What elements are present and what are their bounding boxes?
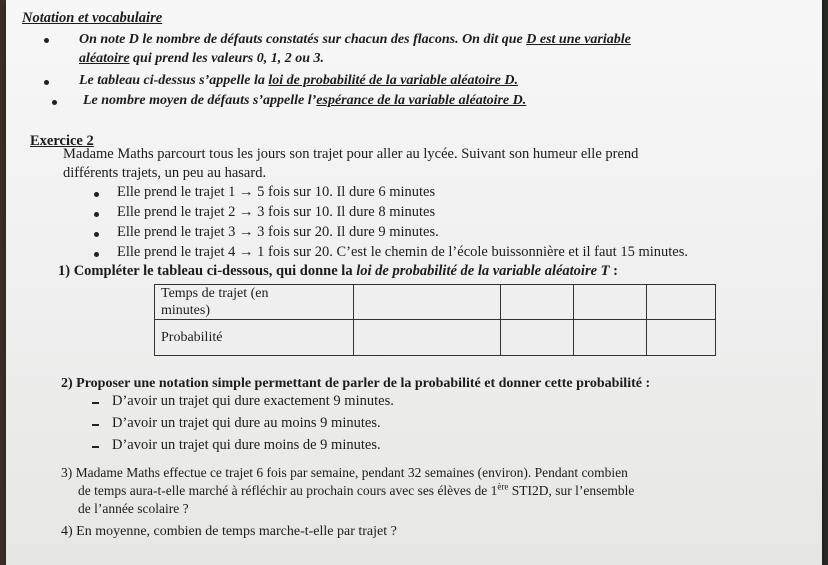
notation-text: qui prend les valeurs 0, 1, 2 ou 3. <box>129 51 325 66</box>
question-1-emphasis: loi de probabilité de la variable aléatoire T <box>356 263 610 279</box>
question-3-line-3: de l’année scolaire ? <box>78 501 189 516</box>
question-2-item: D’avoir un trajet qui dure exactement 9 minutes. <box>112 393 394 409</box>
question-2: 2) Proposer une notation simple permettant de parler de la probabilité et donner cette probabilité : <box>61 376 651 391</box>
question-3-text: de temps aura-t-elle marché à réfléchir au prochain cours avec ses élèves de 1 <box>78 483 498 498</box>
question-4: 4) En moyenne, combien de temps marche-t-elle par trajet ? <box>61 524 397 539</box>
notation-bullet-3 <box>83 92 526 109</box>
table-header-time <box>155 285 354 320</box>
bullet-icon <box>44 80 49 85</box>
notation-bullet-1-line-2 <box>79 50 324 67</box>
bullet-icon <box>44 38 49 43</box>
dash-icon <box>92 402 99 404</box>
table-row <box>155 320 716 356</box>
question-3-line-1: 3) Madame Maths effectue ce trajet 6 fois par semaine, pendant 32 semaines (environ). Pendant combien <box>61 465 628 480</box>
notation-bullet-1-line-1 <box>79 31 631 48</box>
exercise-intro-line-1: Madame Maths parcourt tous les jours son trajet pour aller au lycée. Suivant son humeur elle prend <box>63 146 639 162</box>
table-cell-empty[interactable] <box>647 320 716 356</box>
dash-icon <box>92 446 99 448</box>
question-2-item: D’avoir un trajet qui dure au moins 9 minutes. <box>112 415 381 431</box>
table-cell-empty[interactable] <box>501 320 574 356</box>
table-cell-empty[interactable] <box>647 285 716 320</box>
trip-item: Elle prend le trajet 3 → 3 fois sur 20. Il dure 9 minutes. <box>117 224 439 240</box>
bullet-icon <box>94 232 99 237</box>
question-1 <box>58 263 618 280</box>
question-1-colon: : <box>609 263 618 279</box>
table-cell-empty[interactable] <box>354 320 501 356</box>
table-row <box>155 285 716 320</box>
notation-underlined: D est une variable <box>526 32 631 47</box>
question-1-text: 1) Compléter le tableau ci-dessous, qui donne la <box>58 263 357 279</box>
table-header-time-line-2: minutes) <box>161 303 210 318</box>
trip-item: Elle prend le trajet 2 → 3 fois sur 10. Il dure 8 minutes <box>117 204 436 220</box>
table-cell-empty[interactable] <box>354 285 501 320</box>
question-2-item: D’avoir un trajet qui dure moins de 9 minutes. <box>112 437 381 453</box>
table-header-probability: Probabilité <box>155 320 354 356</box>
question-3-superscript: ère <box>497 481 509 492</box>
notation-text: Le tableau ci-dessus s’appelle la <box>79 73 269 88</box>
notation-title: Notation et vocabulaire <box>22 10 163 26</box>
dash-icon <box>92 424 99 426</box>
notation-underlined: aléatoire <box>79 51 130 66</box>
notation-text: On note D le nombre de défauts constatés sur chacun des flacons. On dit que <box>79 32 527 47</box>
worksheet-page <box>6 0 822 565</box>
table-cell-empty[interactable] <box>574 285 647 320</box>
bullet-icon <box>94 192 99 197</box>
notation-bullet-2 <box>79 72 518 89</box>
trip-item: Elle prend le trajet 1 → 5 fois sur 10. Il dure 6 minutes <box>117 184 436 200</box>
table-cell-empty[interactable] <box>501 285 574 320</box>
exercise-title: Exercice 2 <box>30 133 94 149</box>
table-header-time-line-1: Temps de trajet (en <box>161 286 269 301</box>
bullet-icon <box>94 252 99 257</box>
notation-text: Le nombre moyen de défauts s’appelle l’ <box>83 93 317 108</box>
notation-underlined: loi de probabilité de la variable aléatoire D. <box>268 73 519 88</box>
probability-table <box>154 284 716 356</box>
question-3-text: STI2D, sur l’ensemble <box>508 483 635 498</box>
question-3-line-2 <box>78 482 634 499</box>
exercise-intro-line-2: différents trajets, un peu au hasard. <box>63 165 267 181</box>
bullet-icon <box>94 212 99 217</box>
bullet-icon <box>52 100 57 105</box>
notation-underlined: espérance de la variable aléatoire D. <box>316 93 527 108</box>
table-cell-empty[interactable] <box>574 320 647 356</box>
trip-item: Elle prend le trajet 4 → 1 fois sur 20. C’est le chemin de l’école buissonnière et il faut 15 minutes. <box>117 244 688 260</box>
